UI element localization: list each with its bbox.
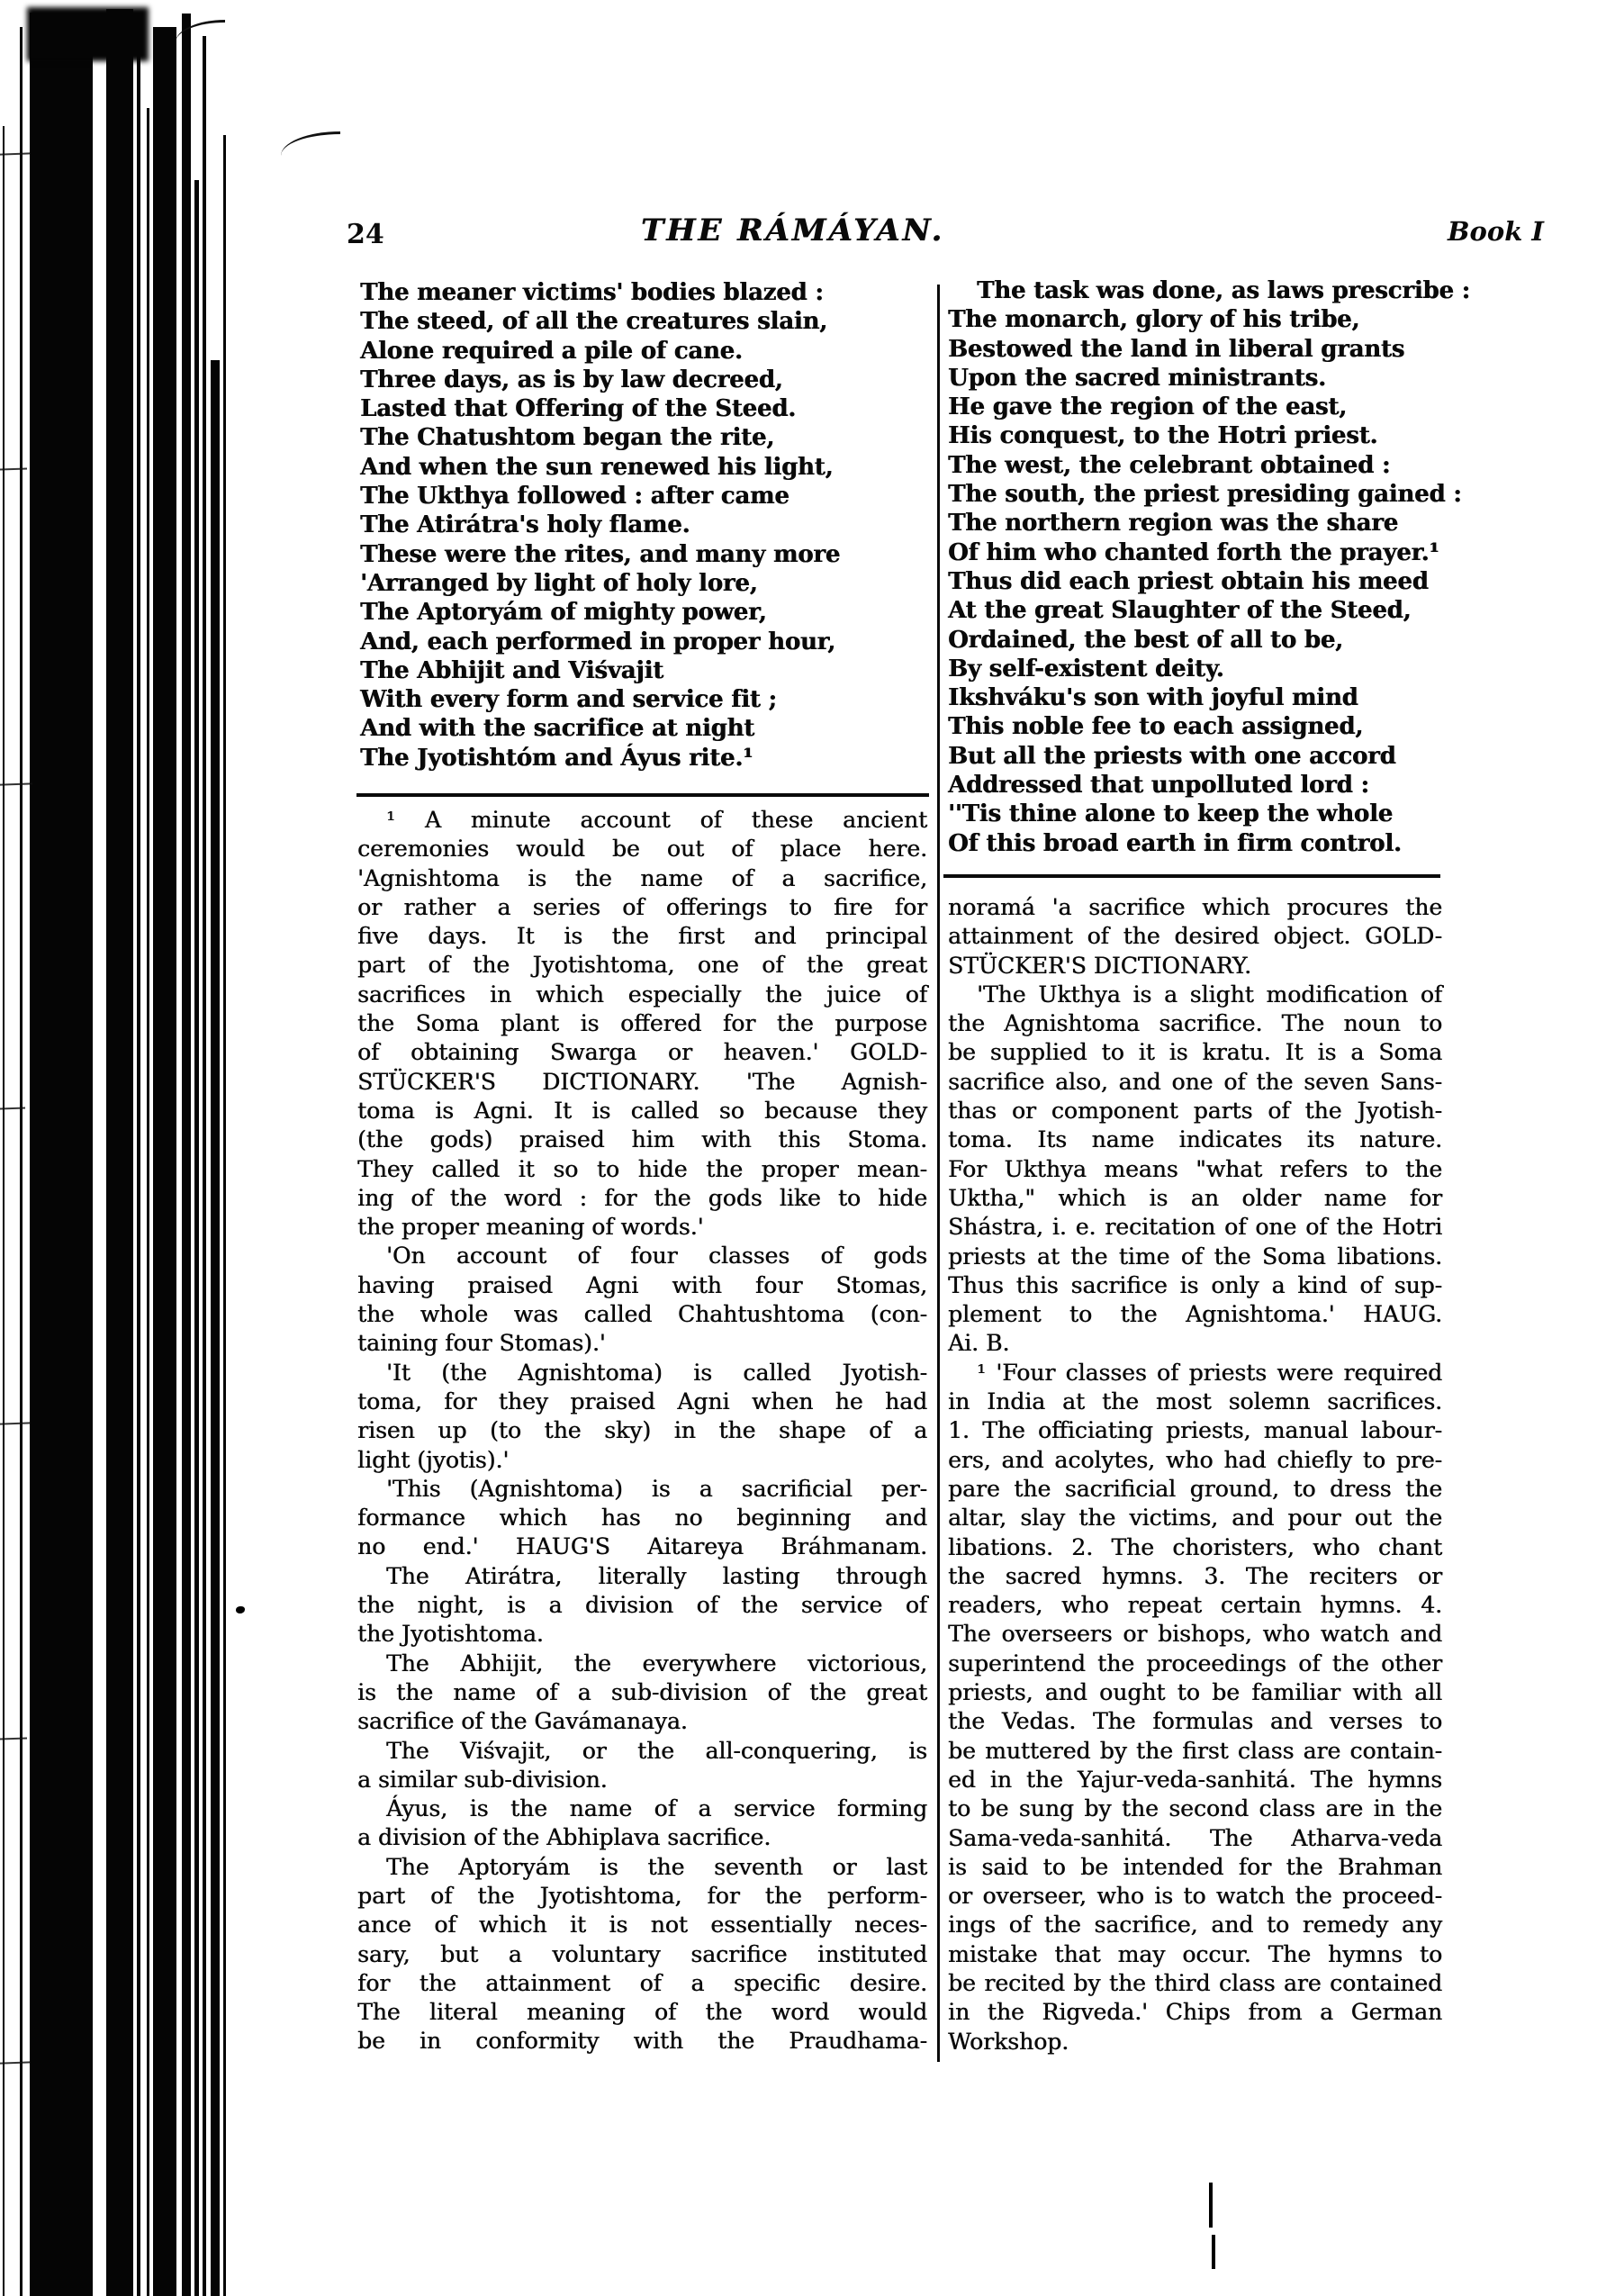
text-line: the whole was called Chahtushtoma (con- [357, 1301, 927, 1328]
ink-dash [1212, 2235, 1215, 2269]
text-line: The literal meaning of the word would [357, 1999, 927, 2026]
ink-dash [1209, 2183, 1213, 2228]
book-label: Book I [1448, 216, 1544, 247]
text-line: The meaner victims' bodies blazed : [360, 279, 824, 306]
scan-hairline [281, 131, 340, 156]
footnote-column-left [357, 806, 927, 2056]
scan-stripe [182, 14, 191, 2296]
text-line: the Jyotishtoma. [357, 1621, 544, 1648]
text-line: The Aptoryám of mighty power, [360, 599, 767, 627]
text-line: attainment of the desired object. GOLD- [948, 923, 1442, 950]
text-line: And with the sacrifice at night [360, 715, 754, 743]
text-line: the Vedas. The formulas and verses to [948, 1708, 1442, 1735]
text-line: the sacred hymns. 3. The reciters or [948, 1562, 1442, 1589]
scan-crease [0, 1422, 31, 1424]
text-line: a similar sub-division. [357, 1766, 608, 1793]
text-line: a division of the Abhiplava sacrifice. [357, 1824, 771, 1851]
text-line: The steed, of all the creatures slain, [360, 308, 827, 336]
text-line: noramá 'a sacrifice which procures the [948, 894, 1442, 920]
text-line: Workshop. [948, 2028, 1069, 2055]
scan-crease [0, 2061, 31, 2064]
text-line: altar, slay the victims, and pour out the [948, 1505, 1442, 1532]
page-number: 24 [347, 219, 384, 250]
text-line: Alone required a pile of cane. [360, 337, 743, 365]
text-line: ed in the Yajur-veda-sanhitá. The hymns [948, 1766, 1442, 1793]
text-line: the night, is a division of the service of [357, 1592, 927, 1619]
text-line: Of this broad earth in firm control. [948, 829, 1402, 857]
text-line: These were the rites, and many more [360, 540, 841, 568]
text-line: is the name of a sub-division of the great [357, 1678, 927, 1705]
text-line: or overseer, who is to watch the proceed- [948, 1883, 1442, 1910]
text-line: mistake that may occur. The hymns to [948, 1940, 1442, 1967]
text-line: Ai. B. [948, 1330, 1010, 1357]
text-line: STÜCKER'S DICTIONARY. [948, 952, 1251, 979]
text-line: And when the sun renewed his light, [360, 453, 834, 481]
text-line: Thus this sacrifice is only a kind of sup- [948, 1271, 1442, 1298]
text-line: having praised Agni with four Stomas, [357, 1271, 927, 1298]
text-line: the proper meaning of words.' [357, 1214, 704, 1241]
text-line: be recited by the third class are contained [948, 1969, 1442, 1996]
text-line: Addressed that unpolluted lord : [948, 772, 1369, 800]
text-line: 'The Ukthya is a slight modification of [977, 981, 1442, 1008]
text-line: 'Arranged by light of holy lore, [360, 569, 758, 597]
text-line: sary, but a voluntary sacrifice instituted [357, 1940, 927, 1967]
text-line: or rather a series of offerings to fire for [357, 893, 927, 920]
text-line: sacrifice also, and one of the seven Sans- [948, 1068, 1442, 1095]
column-divider [937, 285, 940, 2062]
text-line: Shástra, i. e. recitation of one of the Hotri [948, 1214, 1442, 1241]
text-line: Áyus, is the name of a service forming [386, 1795, 927, 1822]
text-line: thas or component parts of the Jyotish- [948, 1098, 1442, 1125]
text-line: ''Tis thine alone to keep the whole [948, 800, 1393, 828]
text-line: Ordained, the best of all to be, [948, 626, 1343, 654]
text-line: be supplied to it is kratu. It is a Soma [948, 1039, 1442, 1066]
scan-stripe [223, 135, 226, 2296]
text-line: formance which has no beginning and [357, 1505, 927, 1532]
text-line: And, each performed in proper hour, [360, 628, 835, 655]
text-line: The Atirátra, literally lasting through [386, 1562, 927, 1589]
text-line: ance of which it is not essentially neces- [357, 1912, 927, 1939]
text-line: sacrifice of the Gavámanaya. [357, 1708, 688, 1735]
text-line: ceremonies would be out of place here. [357, 836, 927, 863]
text-line: toma. Its name indicates its nature. [948, 1126, 1442, 1153]
text-line: The Aptoryám is the seventh or last [386, 1853, 927, 1880]
text-line: The Jyotishtóm and Áyus rite.¹ [360, 744, 753, 772]
text-line: The Abhijit, the everywhere victorious, [386, 1650, 927, 1677]
footnote-rule-right [943, 874, 1440, 878]
text-line: (the gods) praised him with this Stoma. [357, 1126, 927, 1153]
text-line: The task was done, as laws prescribe : [977, 277, 1470, 304]
text-line: of obtaining Swarga or heaven.' GOLD- [357, 1039, 927, 1066]
footnote-column-right [948, 893, 1442, 2056]
text-line: five days. It is the first and principal [357, 923, 927, 950]
text-line: The Atirátra's holy flame. [360, 511, 690, 539]
text-line: part of the Jyotishtoma, one of the great [357, 952, 927, 979]
text-line: in the Rigveda.' Chips from a German [948, 1999, 1442, 2026]
text-line: the Soma plant is offered for the purpose [357, 1010, 927, 1037]
text-line: The Viśvajit, or the all-conquering, is [386, 1737, 927, 1764]
text-line: to be sung by the second class are in the [948, 1795, 1442, 1822]
text-line: sacrifices in which especially the juice of [357, 981, 927, 1008]
scan-crease [0, 782, 32, 785]
text-line: The overseers or bishops, who watch and [948, 1621, 1442, 1648]
text-line: readers, who repeat certain hymns. 4. [948, 1592, 1442, 1619]
text-line: the Agnishtoma sacrifice. The noun to [948, 1010, 1442, 1037]
text-line: The Abhijit and Viśvajit [360, 656, 663, 684]
scan-stripe [147, 108, 149, 2296]
text-line: libations. 2. The choristers, who chant [948, 1533, 1442, 1560]
scan-stripe [30, 13, 93, 2296]
text-line: 'It (the Agnishtoma) is called Jyotish- [386, 1359, 927, 1386]
text-line: Lasted that Offering of the Steed. [360, 395, 797, 423]
ink-spot [236, 1606, 245, 1614]
text-line: They called it so to hide the proper mean- [357, 1155, 927, 1182]
text-line: For Ukthya means "what refers to the [948, 1155, 1442, 1182]
text-line: toma, for they praised Agni when he had [357, 1388, 927, 1415]
text-line: The monarch, glory of his tribe, [948, 306, 1360, 334]
text-line: The Chatushtom began the rite, [360, 424, 775, 452]
text-line: 1. The officiating priests, manual labour- [948, 1417, 1442, 1444]
page-title: THE RÁMÁYAN. [640, 212, 945, 249]
text-line: ings of the sacrifice, and to remedy any [948, 1912, 1442, 1939]
text-line: Uktha," which is an older name for [948, 1184, 1442, 1211]
text-line: Three days, as is by law decreed, [360, 366, 783, 393]
scan-crease [0, 1737, 27, 1740]
text-line: STÜCKER'S DICTIONARY. 'The Agnish- [357, 1068, 927, 1095]
scan-stripe [20, 27, 23, 2296]
scan-stripe [211, 360, 220, 2296]
text-line: superintend the proceedings of the other [948, 1650, 1442, 1677]
text-line: toma is Agni. It is called so because they [357, 1097, 927, 1124]
text-line: 'On account of four classes of gods [386, 1243, 927, 1270]
text-line: Ikshváku's son with joyful mind [948, 684, 1358, 712]
text-line: be in conformity with the Praudhama- [357, 2028, 927, 2055]
text-line: By self-existent deity. [948, 655, 1224, 682]
text-line: He gave the region of the east, [948, 393, 1347, 421]
text-line: part of the Jyotishtoma, for the perform- [357, 1882, 927, 1909]
text-line: But all the priests with one accord [948, 742, 1396, 770]
verse-column-right [948, 276, 1470, 858]
text-line: in India at the most solemn sacrifices. [948, 1388, 1442, 1415]
scan-stripe [106, 9, 133, 2296]
text-line: With every form and service fit ; [360, 686, 777, 714]
text-line: The west, the celebrant obtained : [948, 451, 1391, 479]
scan-stripe [137, 54, 140, 2296]
text-line: ing of the word : for the gods like to hide [357, 1184, 927, 1211]
footnote-rule-left [356, 793, 929, 797]
text-line: priests at the time of the Soma libations. [948, 1243, 1442, 1270]
text-line: The south, the priest presiding gained : [948, 481, 1462, 509]
text-line: The northern region was the share [948, 510, 1398, 538]
verse-column-left [360, 278, 866, 773]
text-line: Thus did each priest obtain his meed [948, 567, 1429, 595]
text-line: Of him who chanted forth the prayer.¹ [948, 538, 1439, 566]
text-line: is said to be intended for the Brahman [948, 1853, 1442, 1880]
scan-stripe [3, 126, 5, 2296]
text-line: risen up (to the sky) in the shape of a [357, 1417, 927, 1444]
text-line: ers, and acolytes, who had chiefly to pre- [948, 1446, 1442, 1473]
text-line: no end.' HAUG'S Aitareya Bráhmanam. [357, 1533, 927, 1560]
text-line: 'Agnishtoma is the name of a sacrifice, [357, 864, 927, 891]
text-line: This noble fee to each assigned, [948, 713, 1364, 741]
text-line: ¹ 'Four classes of priests were required [977, 1359, 1442, 1386]
text-line: light (jyotis).' [357, 1446, 510, 1473]
text-line: for the attainment of a specific desire. [357, 1969, 927, 1996]
scan-stripe [203, 36, 206, 2296]
scan-crease [0, 467, 27, 470]
text-line: Sama-veda-sanhitá. The Atharva-veda [948, 1824, 1442, 1851]
text-line: Bestowed the land in liberal grants [948, 335, 1405, 363]
text-line: be muttered by the first class are contain- [948, 1737, 1442, 1764]
text-line: ¹ A minute account of these ancient [386, 807, 927, 833]
text-line: taining four Stomas).' [357, 1330, 606, 1357]
scan-stripe [153, 27, 176, 2296]
text-line: The Ukthya followed : after came [360, 483, 789, 511]
scan-crease [0, 152, 31, 155]
text-line: priests, and ought to be familiar with all [948, 1679, 1442, 1706]
text-line: plement to the Agnishtoma.' HAUG. [948, 1301, 1442, 1328]
text-line: pare the sacrificial ground, to dress the [948, 1475, 1442, 1502]
scan-stripe [194, 180, 199, 2296]
text-line: 'This (Agnishtoma) is a sacrificial per- [386, 1475, 927, 1502]
text-line: At the great Slaughter of the Steed, [948, 597, 1412, 625]
text-line: His conquest, to the Hotri priest. [948, 422, 1378, 450]
text-line: Upon the sacred ministrants. [948, 364, 1326, 392]
